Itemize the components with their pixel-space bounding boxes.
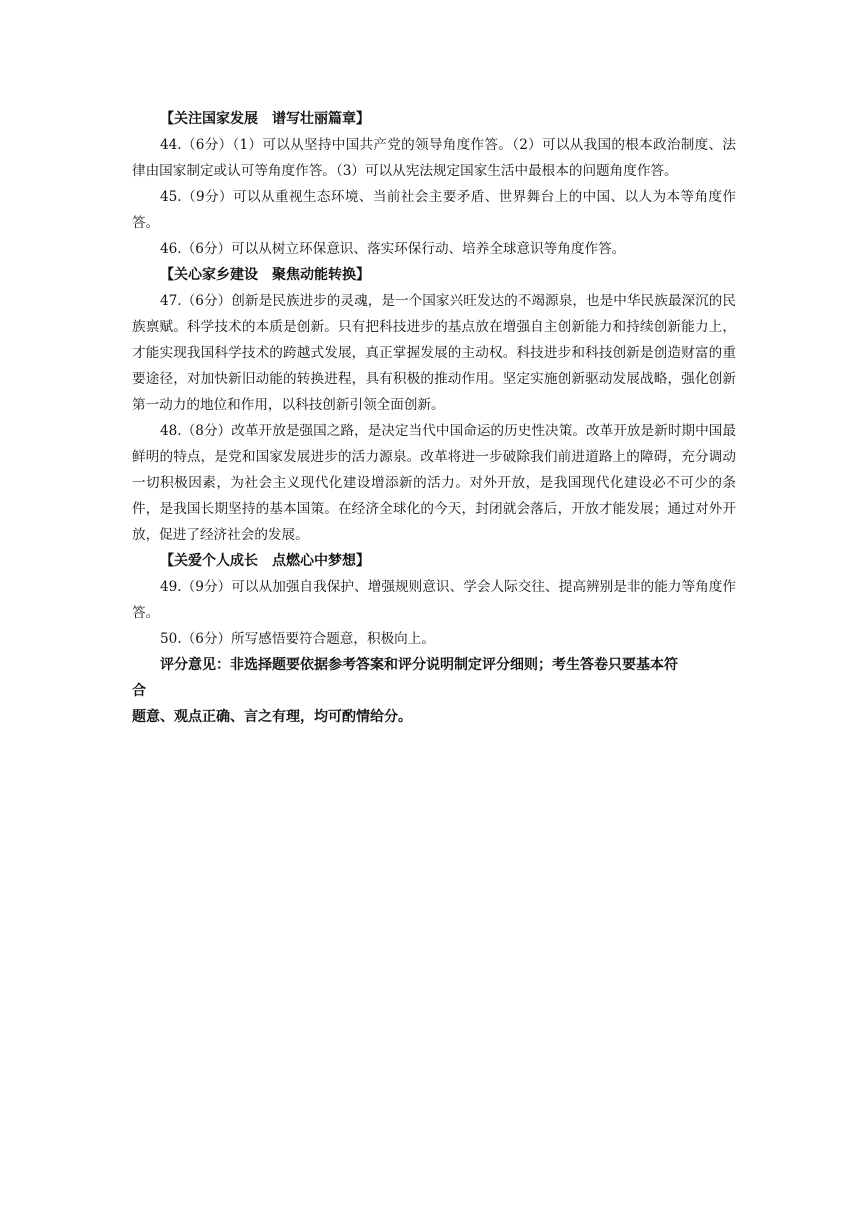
answer-key-page [132, 106, 736, 730]
scoring-note [132, 652, 736, 730]
answer-item-46: 46.（6分）可以从树立环保意识、落实环保行动、培养全球意识等角度作答。 [160, 241, 626, 257]
scoring-note-line-3: 题意、观点正确、言之有理，均可酌情给分。 [132, 709, 412, 725]
answer-item-44: 44.（6分）（1）可以从坚持中国共产党的领导角度作答。（2）可以从我国的根本政治制度、法律由国家制定或认可等角度作答。（3）可以从宪法规定国家生活中最根本的问题角度作答。 [132, 137, 736, 179]
answer-item-47: 47.（6分）创新是民族进步的灵魂，是一个国家兴旺发达的不竭源泉，也是中华民族最深沉的民族禀赋。科学技术的本质是创新。只有把科技进步的基点放在增强自主创新能力和持续创新能力上，才能实现我国科学技术的跨越式发展，真正掌握发展的主动权。科技进步和科技创新是创造财富的重要途径，对加快新旧动能的转换进程，具有积极的推动作用。坚定实施创新驱动发展战略，强化创新第一动力的地位和作用，以科技创新引领全面创新。 [132, 293, 736, 413]
section-heading-national-development: 【关注国家发展 谱写壮丽篇章】 [160, 111, 370, 127]
answer-item-48: 48.（8分）改革开放是强国之路，是决定当代中国命运的历史性决策。改革开放是新时期中国最鲜明的特点，是党和国家发展进步的活力源泉。改革将进一步破除我们前进道路上的障碍，充分调动一切积极因素，为社会主义现代化建设增添新的活力。对外开放，是我国现代化建设必不可少的条件，是我国长期坚持的基本国策。在经济全球化的今天，封闭就会落后，开放才能发展；通过对外开放，促进了经济社会的发展。 [132, 423, 736, 543]
answer-item-50: 50.（6分）所写感悟要符合题意，积极向上。 [160, 631, 435, 647]
scoring-note-line-2: 合 [132, 683, 146, 699]
answer-item-45: 45.（9分）可以从重视生态环境、当前社会主要矛盾、世界舞台上的中国、以人为本等角度作答。 [132, 189, 736, 231]
scoring-note-line-1: 评分意见：非选择题要依据参考答案和评分说明制定评分细则；考生答卷只要基本符 [160, 657, 678, 673]
answer-item-49: 49.（9分）可以从加强自我保护、增强规则意识、学会人际交往、提高辨别是非的能力等角度作答。 [132, 579, 736, 621]
section-heading-hometown-construction: 【关心家乡建设 聚焦动能转换】 [160, 267, 370, 283]
section-heading-personal-growth: 【关爱个人成长 点燃心中梦想】 [160, 553, 370, 569]
